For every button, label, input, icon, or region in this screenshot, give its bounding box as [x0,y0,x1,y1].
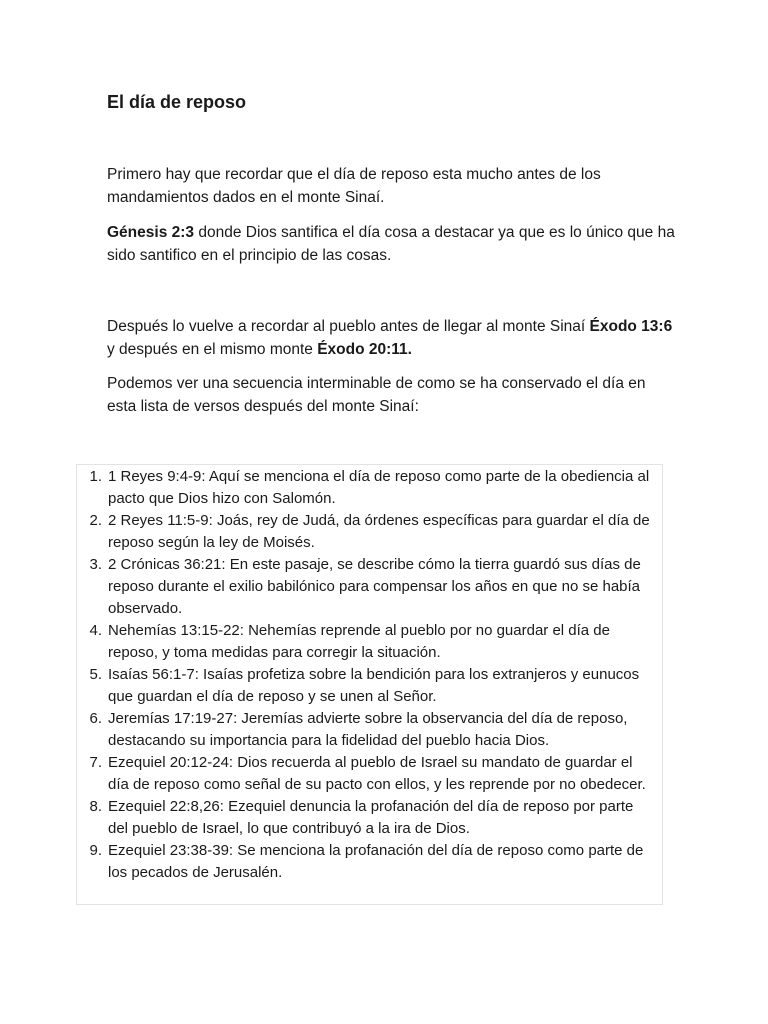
exodus-reference-1: Éxodo 13:6 [589,318,673,335]
verse-number: 1. [89,468,102,485]
verse-list-item [77,620,664,664]
verse-list-item [77,752,664,796]
verse-list-item [77,708,664,752]
sequence-paragraph: Podemos ver una secuencia interminable de como se ha conservado el día en esta lista de versos después del monte Sinaí: [107,375,646,415]
verse-number: 7. [89,754,102,771]
verse-number: 8. [89,798,102,815]
verse-list-item [77,664,664,708]
verse-list-item [77,466,664,510]
verse-text: Ezequiel 22:8,26: Ezequiel denuncia la profanación del día de reposo por parte del pueblo de Israel, lo que contribuyó a la ira de Dios. [108,798,634,837]
exodus-paragraph [107,315,677,361]
verse-text: 2 Crónicas 36:21: En este pasaje, se describe cómo la tierra guardó sus días de reposo durante el exilio babilónico para compensar los años en que no se había observado. [108,556,641,617]
verse-list-item [77,796,664,840]
verse-number: 4. [89,622,102,639]
verse-number: 9. [89,842,102,859]
verse-text: Isaías 56:1-7: Isaías profetiza sobre la bendición para los extranjeros y eunucos que guardan el día de reposo y se unen al Señor. [108,666,640,705]
exodus-text-a: Después lo vuelve a recordar al pueblo antes de llegar al monte Sinaí [107,318,590,335]
verse-list-box [76,464,663,905]
verse-text: Ezequiel 23:38-39: Se menciona la profanación del día de reposo como parte de los pecados de Jerusalén. [108,842,644,881]
verse-text: Nehemías 13:15-22: Nehemías reprende al pueblo por no guardar el día de reposo, y toma medidas para corregir la situación. [108,622,610,661]
verse-list [77,466,664,884]
verse-list-item [77,510,664,554]
verse-list-item [77,554,664,620]
genesis-reference: Génesis 2:3 [107,224,195,241]
page-title: El día de reposo [107,92,247,112]
verse-number: 5. [89,666,102,683]
intro-paragraph: Primero hay que recordar que el día de reposo esta mucho antes de los mandamientos dados en el monte Sinaí. [107,166,601,206]
genesis-text: donde Dios santifica el día cosa a destacar ya que es lo único que ha sido santifico en el principio de las cosas. [107,224,675,264]
exodus-reference-2: Éxodo 20:11. [317,341,412,358]
genesis-paragraph [107,221,677,267]
verse-number: 2. [89,512,102,529]
verse-text: 2 Reyes 11:5-9: Joás, rey de Judá, da órdenes específicas para guardar el día de reposo según la ley de Moisés. [108,512,650,551]
verse-number: 3. [89,556,102,573]
verse-text: 1 Reyes 9:4-9: Aquí se menciona el día de reposo como parte de la obediencia al pacto que Dios hizo con Salomón. [108,468,650,507]
exodus-text-b: y después en el mismo monte [107,341,318,358]
verse-text: Ezequiel 20:12-24: Dios recuerda al pueblo de Israel su mandato de guardar el día de reposo como señal de su pacto con ellos, y les reprende por no obedecer. [108,754,646,793]
verse-number: 6. [89,710,102,727]
verse-text: Jeremías 17:19-27: Jeremías advierte sobre la observancia del día de reposo, destacando su importancia para la fidelidad del pueblo hacia Dios. [108,710,628,749]
verse-list-item [77,840,664,884]
